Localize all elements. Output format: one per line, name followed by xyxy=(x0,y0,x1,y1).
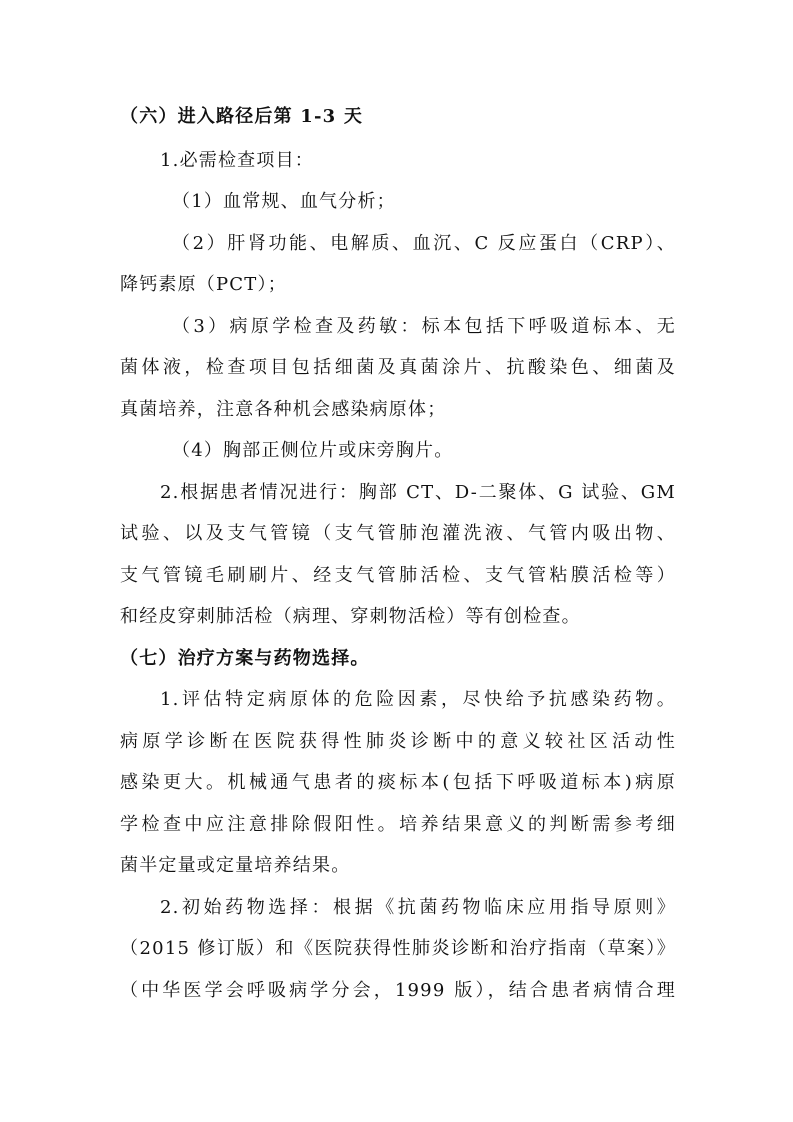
list-item: （4）胸部正侧位片或床旁胸片。 xyxy=(172,440,454,461)
paragraph-line: 学检查中应注意排除假阳性。培养结果意义的判断需参考细 xyxy=(120,814,676,835)
subsection-title: 1.必需检查项目： xyxy=(160,150,314,171)
paragraph-line: 2.初始药物选择：根据《抗菌药物临床应用指导原则》 xyxy=(160,897,676,918)
paragraph-line: 降钙素原（PCT）； xyxy=(120,274,287,295)
paragraph-line: 1.评估特定病原体的危险因素，尽快给予抗感染药物。 xyxy=(160,689,676,710)
list-item: （3）病原学检查及药敏：标本包括下呼吸道标本、无 xyxy=(172,316,676,337)
paragraph-line: （2015 修订版）和《医院获得性肺炎诊断和治疗指南（草案）》 xyxy=(120,938,676,959)
paragraph-line: 和经皮穿刺肺活检（病理、穿刺物活检）等有创检查。 xyxy=(120,606,581,627)
paragraph-line: 2.根据患者情况进行：胸部 CT、D-二聚体、G 试验、GM xyxy=(160,482,676,503)
paragraph-line: 菌体液，检查项目包括细菌及真菌涂片、抗酸染色、细菌及 xyxy=(120,357,676,378)
paragraph-line: 菌半定量或定量培养结果。 xyxy=(120,855,351,876)
paragraph-line: 感染更大。机械通气患者的痰标本(包括下呼吸道标本)病原 xyxy=(120,772,676,793)
paragraph-line: 支气管镜毛刷刷片、经支气管肺活检、支气管粘膜活检等） xyxy=(120,565,676,586)
section-heading-6: （六）进入路径后第 1-3 天 xyxy=(120,106,364,127)
paragraph-line: （中华医学会呼吸病学分会，1999 版），结合患者病情合理 xyxy=(120,980,676,1001)
list-item: （1）血常规、血气分析； xyxy=(172,191,396,212)
paragraph-line: 试验、以及支气管镜（支气管肺泡灌洗液、气管内吸出物、 xyxy=(120,523,676,544)
paragraph-line: 病原学诊断在医院获得性肺炎诊断中的意义较社区活动性 xyxy=(120,731,676,752)
paragraph-line: 真菌培养，注意各种机会感染病原体； xyxy=(120,399,447,420)
section-heading-7: （七）治疗方案与药物选择。 xyxy=(120,648,370,669)
list-item: （2）肝肾功能、电解质、血沉、C 反应蛋白（CRP）、 xyxy=(172,233,676,254)
